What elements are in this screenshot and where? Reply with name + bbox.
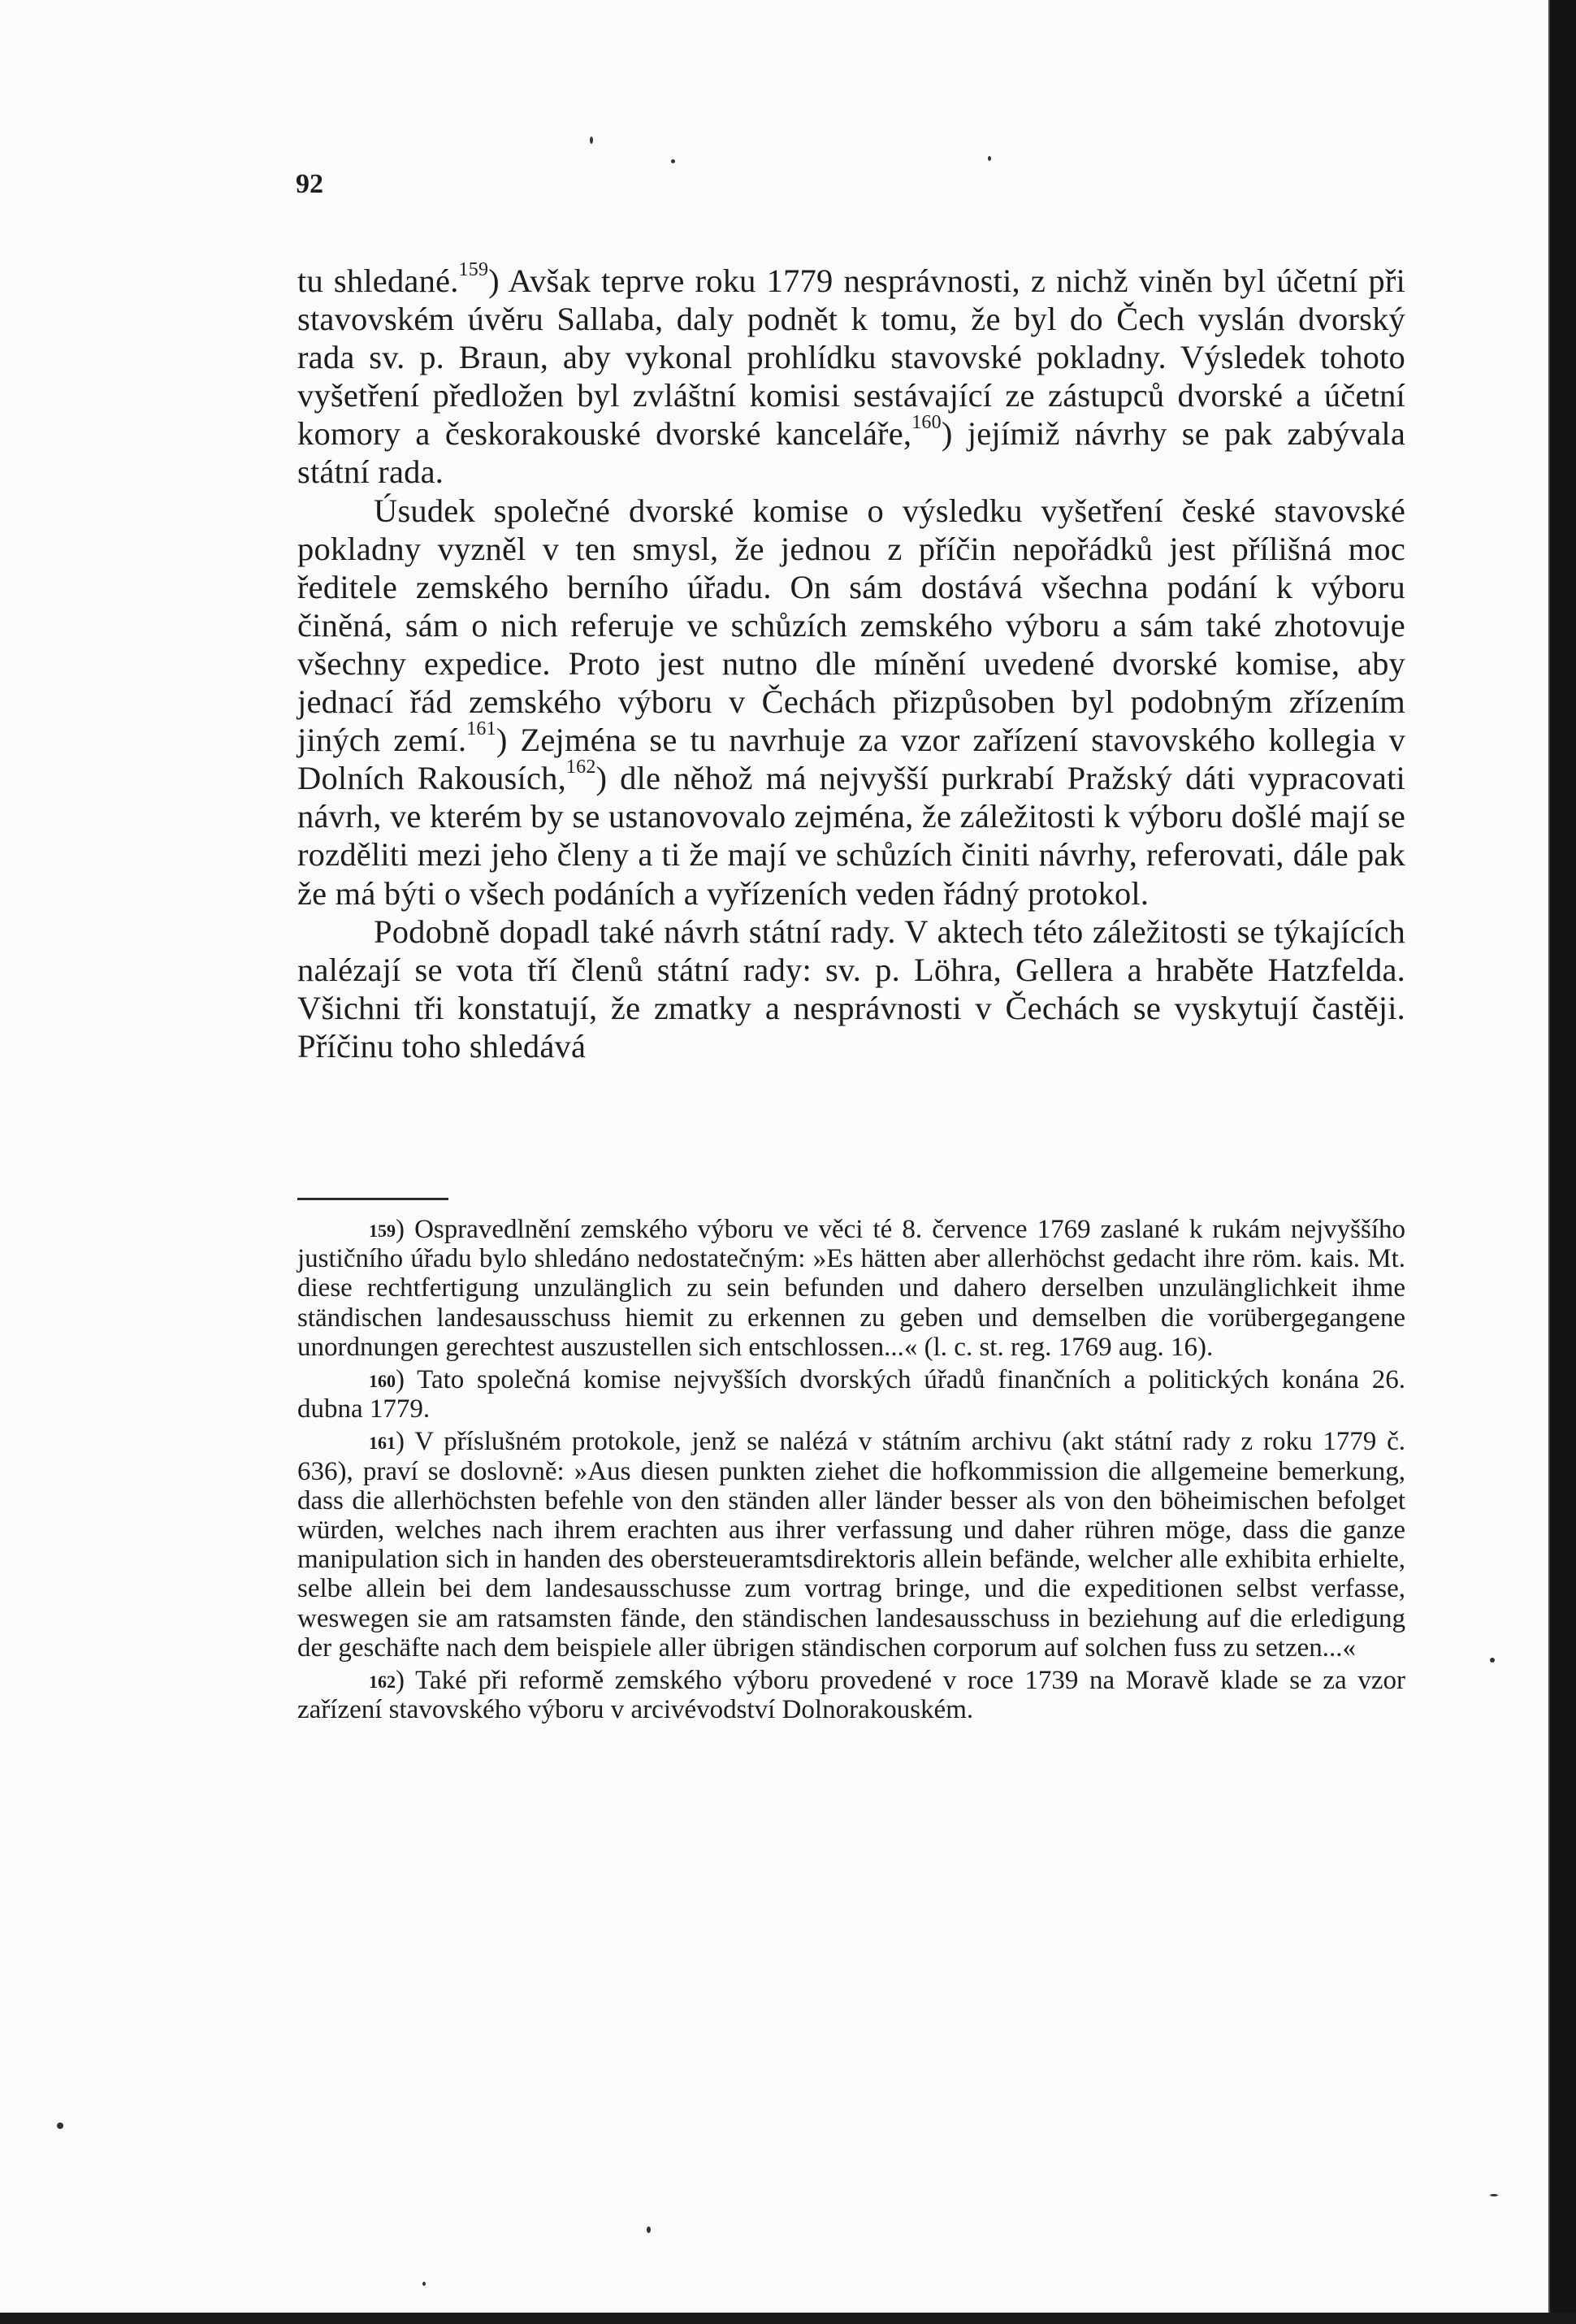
paragraph-3-text: Podobně dopadl také návrh státní rady. V aktech této záležitosti se týkajících nalézají se vota tří členů státní rady: sv. p. Löhra, Gellera a hraběte Hatzfelda. Všichni tři konstatují, že zmatky a nesprávnosti v Čechách se vyskytují častěji. Příčinu toho shledává — [297, 913, 1405, 1064]
paragraph-2-text-a: Úsudek společné dvorské komise o výsledku vyšetření české stavovské pokladny vyzněl v ten smysl, že jednou z příčin nepořádků jest přílišná moc ředitele zemského berního úřadu. On sám dostává všechna podání k výboru činěná, sám o nich referuje ve schůzích zemského výboru a sám také zhotovuje všechny expedice. Proto jest nutno dle mínění uvedené dvorské komise, aby jednací řád zemského výboru v Čechách přizpůsoben byl podobným zřízením jiných zemí. — [297, 492, 1405, 759]
footnote-mark-159: 159 — [369, 1221, 396, 1241]
footnote-ref-162: 162 — [565, 757, 596, 778]
footnotes — [297, 1215, 1405, 1728]
footnote-159 — [297, 1215, 1405, 1362]
footnote-text-159: ) Ospravedlnění zemského výboru ve věci té 8. července 1769 zaslané k rukám nejvyššího justičního úřadu bylo shledáno nedostatečným: »Es hätten aber allerhöchst gedacht ihre röm. kais. Mt. diese rechtfertigung unzulänglich zu sein befunden und dahero derselben unzulänglichkeit ihme ständischen landesausschuss hiemit zu erkennen zu geben und demselben die vorübergegangene unordnungen gerechtest auszustellen sich entschlossen...« (l. c. st. reg. 1769 aug. 16). — [297, 1215, 1405, 1362]
paragraph-1 — [297, 259, 1405, 492]
footnote-separator — [297, 1198, 448, 1200]
paragraph-2-text-b: ) Zejména se tu navrhuje za vzor zařízení stavovského kollegia v Dolních Rakousích, — [297, 722, 1405, 797]
footnote-mark-160: 160 — [369, 1371, 396, 1392]
scan-speck — [671, 159, 675, 163]
footnote-ref-161: 161 — [466, 718, 496, 740]
paragraph-1-text-c: ) jejímiž návrhy se pak zabývala státní rada. — [297, 415, 1405, 491]
footnote-text-161: ) V příslušném protokole, jenž se nalézá v státním archivu (akt státní rady z roku 1779 č. 636), praví se doslovně: »Aus diesen punkten ziehet die hofkommission die allgemeine bemerkung, dass die allerhöchsten befehle von den ständen aller länder besser als von den böheimischen befolget würden, welches nach ihrem erachten aus ihrer verfassung und daher rühren möge, dass die ganze manipulation sich in handen des obersteueramtsdirektoris allein befände, welcher alle exhibita erhielte, selbe allein bei dem landesausschusse zum vortrag bringe, und die expeditionen selbst verfasse, weswegen sie am ratsamsten fände, den ständischen landesausschuss in beziehung auf die erledigung der geschäfte nach dem beispiele aller übrigen ständischen corporum auf solchen fuss zu setzen...« — [297, 1427, 1405, 1663]
footnote-160 — [297, 1365, 1405, 1424]
footnote-mark-162: 162 — [369, 1671, 396, 1693]
paragraph-2-text-c: ) dle něhož má nejvyšší purkrabí Pražský dáti vypracovati návrh, ve kterém by se ustanovovalo zejména, že záležitosti k výboru došlé mají se rozděliti mezi jeho členy a ti že mají ve schůzích činiti návrhy, referovati, dále pak že má býti o všech podáních a vyřízeních veden řádný protokol. — [297, 760, 1405, 912]
footnote-ref-160: 160 — [911, 412, 942, 434]
paragraph-3 — [297, 913, 1405, 1065]
page-number: 92 — [296, 169, 323, 199]
scan-speck — [647, 2226, 651, 2233]
scan-speck — [1490, 2194, 1498, 2196]
footnote-ref-159: 159 — [458, 259, 489, 280]
footnote-text-162: ) Také při reformě zemského výboru provedené v roce 1739 na Moravě klade se za vzor zařízení stavovského výboru v arcivévodství Dolnorakouském. — [297, 1666, 1405, 1725]
scanner-edge-right — [1550, 0, 1576, 2324]
scan-speck — [590, 137, 593, 144]
footnote-text-160: ) Tato společná komise nejvyšších dvorských úřadů finančních a politických konána 26. dubna 1779. — [297, 1365, 1405, 1424]
paragraph-1-text-a: tu shledané. — [297, 262, 459, 299]
scan-speck — [988, 156, 991, 161]
scan-speck — [57, 2122, 63, 2129]
footnote-161 — [297, 1427, 1405, 1663]
footnote-mark-161: 161 — [369, 1433, 396, 1454]
paragraph-1-text-b: ) Avšak teprve roku 1779 nesprávnosti, z nichž viněn byl účetní při stavovském úvěru Sallaba, daly podnět k tomu, že byl do Čech vyslán dvorský rada sv. p. Braun, aby vykonal prohlídku stavovské pokladny. Výsledek tohoto vyšetření předložen byl zvláštní komisi sestávající ze zástupců dvorské a účetní komory a českorakouské dvorské kanceláře, — [297, 262, 1405, 453]
scan-speck — [1490, 1658, 1495, 1663]
footnote-162 — [297, 1666, 1405, 1724]
scan-speck — [422, 2282, 426, 2286]
body-text — [297, 259, 1405, 1065]
paragraph-2 — [297, 492, 1405, 913]
scanner-edge-bottom — [0, 2313, 1576, 2324]
